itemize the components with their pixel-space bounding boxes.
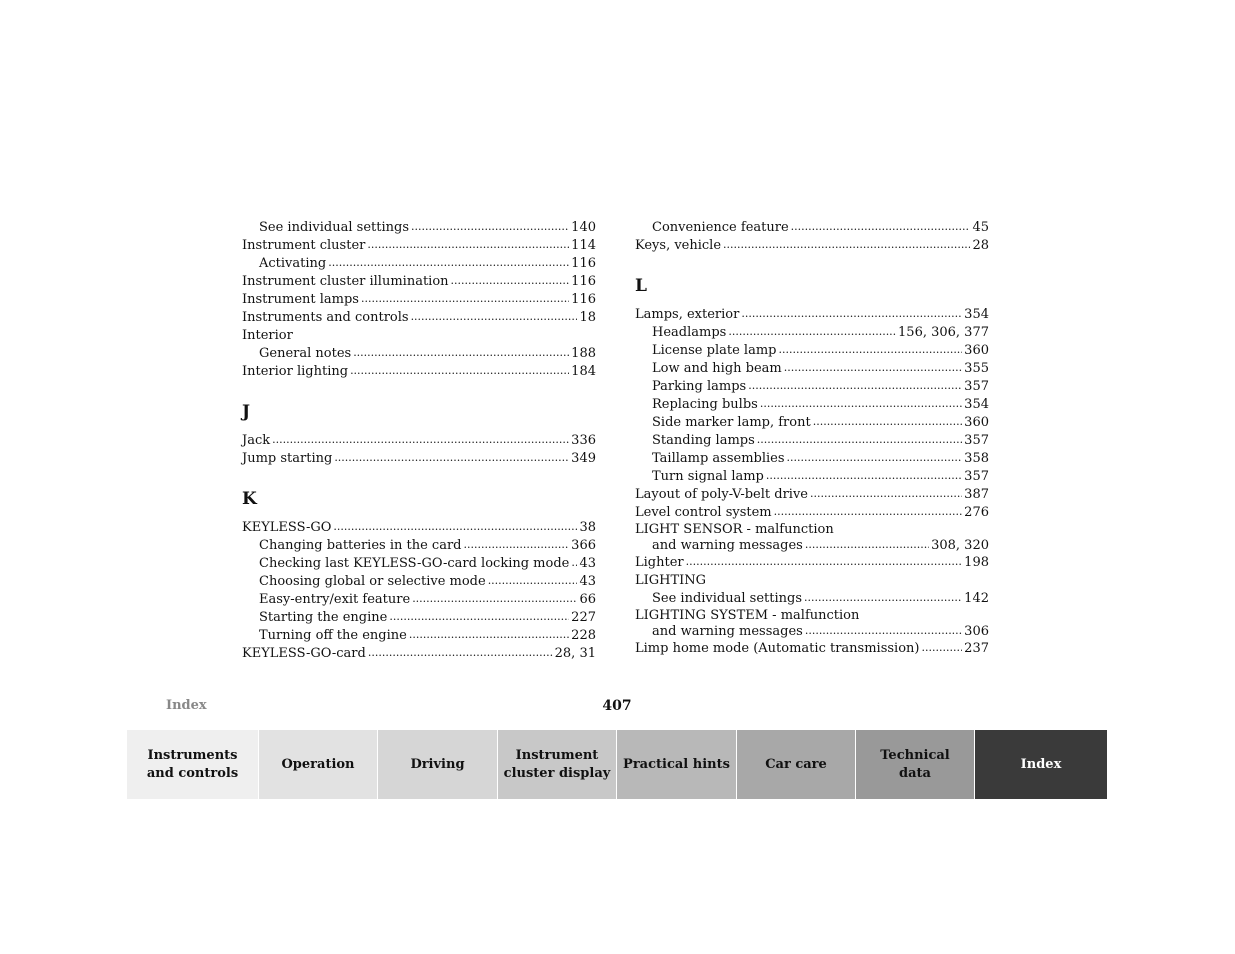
dot-leader [368,644,553,662]
entry-label: Side marker lamp, front [652,415,811,430]
entry-label: Activating [259,256,327,271]
section-tab-driving[interactable]: Driving [378,730,498,799]
dot-leader [412,590,577,608]
index-entry [635,306,989,324]
index-subentry [242,573,596,591]
dot-leader [451,272,570,290]
dot-leader [791,218,971,236]
index-column-right [635,219,989,658]
dot-leader [334,449,569,467]
index-entry [242,363,596,381]
entry-page-ref: 116 [571,292,596,307]
entry-label: and warning messages [652,538,803,553]
dot-leader [787,449,963,467]
index-entry [242,450,596,468]
entry-label: LIGHT SENSOR - malfunction [635,522,834,537]
entry-label: Checking last KEYLESS-GO-card locking mode [259,556,570,571]
entry-page-ref: 358 [964,451,989,466]
entry-label: Lamps, exterior [635,307,740,322]
entry-page-ref: 354 [964,397,989,412]
entry-page-ref: 43 [579,556,596,571]
dot-leader [272,431,569,449]
entry-label: Instrument lamps [242,292,359,307]
index-subentry [635,624,989,640]
index-subentry [635,342,989,360]
index-subentry [635,450,989,468]
section-tab-technical-data[interactable]: Technical data [856,730,975,799]
index-letter-heading: J [242,402,251,422]
index-entry [242,327,596,345]
entry-label: General notes [259,346,352,361]
entry-label: License plate lamp [652,343,777,358]
index-entry [635,486,989,504]
entry-page-ref: 237 [964,641,989,656]
index-column-left [242,219,596,663]
dot-leader [411,308,578,326]
dot-leader [805,537,929,553]
dot-leader [748,377,962,395]
index-entry [242,519,596,537]
entry-label: Convenience feature [652,220,789,235]
dot-leader [805,623,962,639]
index-subentry [635,538,989,554]
index-subentry [242,609,596,627]
entry-page-ref: 306 [964,624,989,639]
entry-page-ref: 28 [972,238,989,253]
dot-leader [728,323,896,341]
dot-leader [921,639,962,657]
entry-page-ref: 357 [964,379,989,394]
index-subentry [242,345,596,363]
dot-leader [333,518,577,536]
index-entry [635,608,989,624]
entry-page-ref: 366 [571,538,596,553]
entry-page-ref: 198 [964,555,989,570]
entry-page-ref: 308, 320 [931,538,989,553]
entry-page-ref: 355 [964,361,989,376]
entry-label: Limp home mode (Automatic transmission) [635,641,920,656]
entry-label: Easy-entry/exit feature [259,592,411,607]
index-letter-heading: L [635,276,647,296]
index-entry [635,504,989,522]
dot-leader [813,413,962,431]
entry-page-ref: 357 [964,433,989,448]
dot-leader [409,626,569,644]
dot-leader [571,554,577,572]
entry-label: Taillamp assemblies [652,451,785,466]
entry-label: Instruments and controls [242,310,409,325]
dot-leader [778,341,962,359]
entry-page-ref: 116 [571,274,596,289]
entry-label: Low and high beam [652,361,782,376]
entry-label: LIGHTING SYSTEM - malfunction [635,608,860,623]
index-subentry [242,555,596,573]
section-tab-practical-hints[interactable]: Practical hints [617,730,737,799]
entry-label: Headlamps [652,325,727,340]
index-entry [242,309,596,327]
index-subentry [635,360,989,378]
entry-page-ref: 116 [571,256,596,271]
section-tab-instrument-cluster-display[interactable]: Instrument cluster display [498,730,617,799]
dot-leader [328,254,569,272]
entry-label: Parking lamps [652,379,747,394]
entry-page-ref: 66 [579,592,596,607]
entry-page-ref: 114 [571,238,596,253]
dot-leader [774,503,963,521]
entry-label: Jump starting [242,451,333,466]
dot-leader [361,290,569,308]
dot-leader [804,589,962,607]
entry-page-ref: 387 [964,487,989,502]
dot-leader [760,395,962,413]
dot-leader [741,305,962,323]
entry-page-ref: 43 [579,574,596,589]
section-tab-operation[interactable]: Operation [259,730,378,799]
dot-leader [350,362,569,380]
index-subentry [635,468,989,486]
entry-page-ref: 354 [964,307,989,322]
entry-label: KEYLESS-GO [242,520,332,535]
entry-page-ref: 357 [964,469,989,484]
dot-leader [389,608,569,626]
entry-page-ref: 28, 31 [554,646,596,661]
index-subentry [635,378,989,396]
entry-label: Level control system [635,505,772,520]
dot-leader [686,553,963,571]
entry-label: Instrument cluster [242,238,366,253]
entry-page-ref: 38 [579,520,596,535]
entry-label: Interior lighting [242,364,349,379]
index-subentry [242,255,596,273]
index-subentry [242,537,596,555]
entry-page-ref: 142 [964,591,989,606]
entry-label: See individual settings [259,220,410,235]
index-subentry [635,396,989,414]
entry-page-ref: 140 [571,220,596,235]
index-entry [242,273,596,291]
section-tab-instruments-and-controls[interactable]: Instruments and controls [127,730,259,799]
footer-section-label: Index [166,698,207,713]
entry-page-ref: 360 [964,415,989,430]
dot-leader [488,572,578,590]
entry-label: Turn signal lamp [652,469,764,484]
entry-page-ref: 336 [571,433,596,448]
entry-label: Changing batteries in the card [259,538,462,553]
entry-page-ref: 349 [571,451,596,466]
dot-leader [411,218,569,236]
index-subentry [242,219,596,237]
dot-leader [766,467,962,485]
index-entry [242,291,596,309]
index-subentry [242,591,596,609]
index-subentry [635,219,989,237]
entry-page-ref: 45 [972,220,989,235]
entry-label: Choosing global or selective mode [259,574,486,589]
index-entry [635,640,989,658]
index-subentry [635,324,989,342]
entry-label: Layout of poly-V-belt drive [635,487,808,502]
entry-label: Lighter [635,555,684,570]
entry-label: Starting the engine [259,610,388,625]
entry-label: Instrument cluster illumination [242,274,449,289]
dot-leader [367,236,569,254]
index-entry [635,572,989,590]
entry-page-ref: 18 [579,310,596,325]
entry-label: Turning off the engine [259,628,407,643]
entry-page-ref: 227 [571,610,596,625]
entry-label: Jack [242,433,271,448]
entry-label: KEYLESS-GO-card [242,646,366,661]
index-entry [635,522,989,538]
entry-page-ref: 188 [571,346,596,361]
index-entry [242,432,596,450]
dot-leader [784,359,962,377]
entry-label: Standing lamps [652,433,755,448]
page-number: 407 [602,698,632,714]
index-subentry [635,432,989,450]
entry-label: Keys, vehicle [635,238,722,253]
section-tab-index[interactable]: Index [975,730,1108,799]
entry-label: LIGHTING [635,573,707,588]
entry-page-ref: 276 [964,505,989,520]
section-tab-bar [127,730,1108,799]
index-entry [635,237,989,255]
entry-page-ref: 156, 306, 377 [898,325,989,340]
index-entry [242,237,596,255]
entry-page-ref: 360 [964,343,989,358]
index-subentry [635,414,989,432]
index-entry [635,554,989,572]
index-entry [242,645,596,663]
entry-page-ref: 184 [571,364,596,379]
dot-leader [463,536,569,554]
entry-label: Interior [242,328,293,343]
dot-leader [810,485,962,503]
index-subentry [635,590,989,608]
entry-label: Replacing bulbs [652,397,758,412]
index-letter-heading: K [242,489,257,509]
entry-page-ref: 228 [571,628,596,643]
section-tab-car-care[interactable]: Car care [737,730,856,799]
index-subentry [242,627,596,645]
entry-label: See individual settings [652,591,803,606]
dot-leader [723,236,970,254]
entry-label: and warning messages [652,624,803,639]
dot-leader [757,431,962,449]
dot-leader [353,344,569,362]
